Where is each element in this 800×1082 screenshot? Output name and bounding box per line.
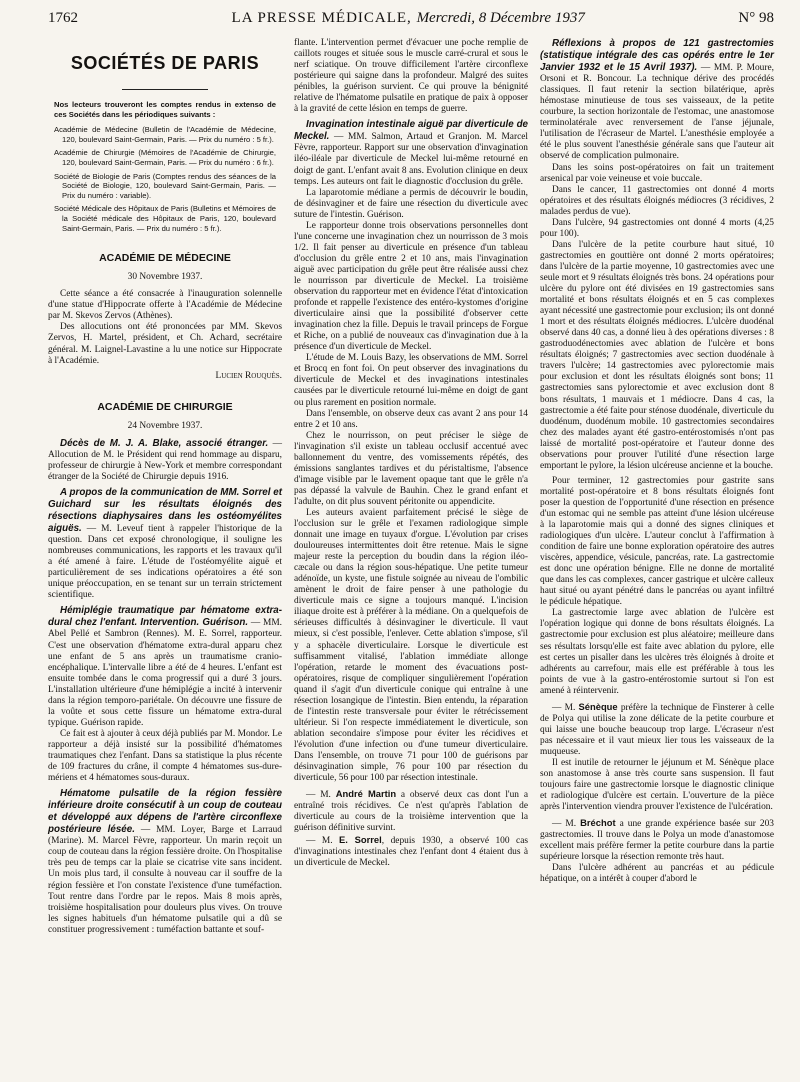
- paragraph: Les auteurs avaient parfaitement précisé le siège de l'occlusion sur le grêle et l'examen radiologique simple donnait une image en tuyaux d'orgue. L'évolution par crises douloureuses intermittentes doit être retenue. Mais le signe majeur reste la perception du boudin dans la région iléo-cæcale ou dans la région sous-hépatique. Une petite tumeur adénoïde, un kyste, une fistule soignée au niveau de l'ombilic amènent le droit de faire penser à une pathologie du diverticule mais ce signe a toujours manqué. L'incision iliaque droite est à préférer à la médiane. On a quelquefois de sérieuses difficultés à désinvaginer le diverticule. Il vaut mieux, si c'est possible, l'enlever. Cette ablation s'impose, s'il y a sphacèle diverticulaire. Lorsque le diverticule est suffisamment vitalisé, l'ablation immédiate allonge l'opération, retarde le moment des évacuations post-opératoires, risque de compliquer singulièrement l'opération quand il s'agit d'un diverticule conique qui entraîne à une résection losangique de l'intestin. Bien entendu, la réparation de l'intestin reste transversale pour éviter le rétrécissement ultérieur. Si l'on respecte immédiatement le diverticule, son ablation secondaire s'impose pour éviter les récidives et l'évolution d'une infection ou d'une tumeur diverticulaire. Dans l'ensemble, on trouve 71 pour 100 de guérisons par désinvagination simple, 76 pour 100 par résection du diverticule, 56 pour 100 par résection intestinale.: [294, 507, 528, 784]
- article-title: Hémiplégie traumatique par hématome extra-dural chez l'enfant. Intervention. Guérison.: [48, 605, 282, 629]
- intro-text: Nos lecteurs trouveront les comptes rendus in extenso de ces Sociétés dans les périodiques suivants :: [54, 100, 276, 119]
- paragraph: Dans l'ulcère de la petite courbure haut situé, 10 gastrectomies en gouttière ont donné 2 morts opératoires; dans l'ulcère de la partie moyenne, 10 gastrectomies avec une seule mort et 9 résultats éloignés très bons. 24 opérations pour ulcère du pylore ont été divisées en 19 gastrectomies sans mortalité et bons résultats éloignés et en 5 cas complexes ayant nécessité une gastrectomie pour exclusion; ils ont donné 1 mort et des résultats éloignés médiocres. L'ulcère duodénal observé dans 40 cas, a donné lieu à des opérations diverses : 8 gastroduodénectomies avec ablation de l'ulcère et bons résultats éloignés; 7 gastrectomies avec section duodénale à travers l'ulcère; 14 gastrectomies avec pylorectomie mais pour exclusion et dont les résultats éloignés sont bons; 11 gastrectomies sans pylorectomie et avec exclusion dont 8 bons résultats, 1 mauvais et 1 médiocre. Dans 4 cas, la gastrectomie a été faite pour sténose duodénale, diverticule du duodénum, duodénum mobile. 10 gastrectomies secondaires chez des malades ayant été gastro-entérostomisés n'ont pas laissé de mortalité post-opératoire et l'auteur donne des observations pour prouver l'utilité d'une résection large emportant le pylore, la lésion ulcéreuse ancienne et la bouche.: [540, 239, 774, 471]
- issue-number: N° 98: [738, 10, 774, 26]
- page-number: 1762: [48, 10, 78, 26]
- paragraph: — M. Bréchot a une grande expérience basée sur 203 gastrectomies. Il trouve dans le Polya un mode d'anastomose excellent mais préfère fermer la petite courbure dans la partie supérieure lorsque la résection remonte très haut.: [540, 817, 774, 863]
- session-date: 24 Novembre 1937.: [127, 420, 203, 431]
- article-title: Invagination intestinale aiguë par diverticule de Meckel.: [294, 119, 528, 143]
- column-left: [48, 38, 282, 936]
- article-gastrectomies: [540, 38, 774, 163]
- article-body: — MM. Salmon, Artaud et Granjon. M. Marcel Fèvre, rapporteur. Rapport sur une observation d'invagination iléo-iléale par diverticule de Meckel lui-même retourné en doigt de gant. L'enfant avait 8 ans. Evolution clinique en deux temps. Les auteurs ont fait le diagnostic d'occlusion du grêle.: [294, 132, 528, 187]
- paragraph: Dans l'ensemble, on observe deux cas avant 2 ans pour 14 entre 2 et 10 ans.: [294, 408, 528, 430]
- paragraph: Chez le nourrisson, on peut préciser le siège de l'invagination s'il existe un tableau occlusif accentué avec ballonnement du ventre, des vomissements répétés, des émissions sanglantes tardives et du péristaltisme, l'absence d'image visible par le lavement opaque tant que le grêle n'a pas dépassé la valvule de Bauhin. Chez le grand enfant et l'adulte, on dit plus souvent péritonite ou appendicite.: [294, 430, 528, 507]
- article-title: Réflexions à propos de 121 gastrectomies (statistique intégrale des cas opérés entre le 1er Janvier 1932 et le 15 Avril 1937).: [540, 38, 774, 74]
- session-date: 30 Novembre 1937.: [127, 272, 203, 283]
- paragraph: Cette séance a été consacrée à l'inauguration solennelle d'une statue d'Hippocrate offerte à l'Académie de Médecine par M. Skevos Zervos (Athènes).: [48, 289, 282, 322]
- article-invagination: [294, 119, 528, 187]
- society-entry: Société Médicale des Hôpitaux de Paris (Bulletins et Mémoires de la Société médicale des Hôpitaux de Paris, 120, boulevard Saint-Germain, Paris. — Prix du numéro : 5 fr.).: [54, 204, 277, 233]
- intro-block: [54, 100, 276, 233]
- journal-masthead: [232, 10, 585, 27]
- article-blake: [48, 438, 282, 483]
- column-middle: [294, 38, 528, 936]
- columns: [48, 38, 774, 936]
- article-title: Hématome pulsatile de la région fessière inférieure droite consécutif à un coup de couteau et développé aux dépens de l'artère circonflexe postérieure lésée.: [48, 788, 282, 836]
- society-entry: Académie de Médecine (Bulletin de l'Académie de Médecine, 120, boulevard Saint-Germain, Paris. — Prix du numéro : 5 fr.).: [54, 125, 276, 144]
- title-rule: [122, 89, 208, 90]
- paragraph: Dans l'ulcère, 94 gastrectomies ont donné 4 morts (4,25 pour 100).: [540, 217, 774, 239]
- paragraph: Dans les soins post-opératoires on fait un traitement arsenical par voie veineuse et voie buccale.: [540, 162, 774, 184]
- paragraph: Des allocutions ont été prononcées par MM. Skevos Zervos, H. Martel, président, et Ch. Achard, secrétaire général. M. Laignel-Lavastine a lu une notice sur Hippocrate à l'Académie.: [48, 322, 282, 366]
- issue-date: Mercredi, 8 Décembre 1937: [416, 10, 585, 26]
- paragraph: — M. E. Sorrel, depuis 1930, a observé 100 cas d'invaginations intestinales chez l'enfant dont 4 étaient dus à un diverticule de Meckel.: [294, 834, 528, 869]
- column-right: [540, 38, 774, 936]
- article-body: — MM. Abel Pellé et Sambron (Rennes). M. E. Sorrel, rapporteur. C'est une observation d'hématome extra-dural apparu chez une enfant de 5 ans après un traumatisme cranio-encéphalique. L'intervalle libre a été de 4 heures. L'enfant est ensuite tombée dans le coma progressif qui a duré 3 jours. L'installation ultérieure d'une hémiplégie a incité à intervenir dans la région temporo-pariétale. On découvre une fissure de la voûte et sous cette fissure un hématome extra-dural typique. Guérison rapide.: [48, 618, 282, 728]
- society-entry: Académie de Chirurgie (Mémoires de l'Académie de Chirurgie, 120, boulevard Saint-Germain, Paris. — Prix du numéro : 6 fr.).: [54, 148, 276, 168]
- article-title: A propos de la communication de MM. Sorrel et Guichard sur les résultats éloignés des résections diaphysaires dans les ostéomyélites aiguës.: [48, 486, 282, 535]
- section-main-title: SOCIÉTÉS DE PARIS: [70, 53, 260, 73]
- article-hematome: [48, 788, 282, 936]
- paragraph: L'étude de M. Louis Bazy, les observations de MM. Sorrel et Brocq en font foi. On peut observer des invaginations du diverticule de Meckel et des invaginations intestinales causées par le diverticule retourné lui-même en doigt de gant ou plus rarement en position normale.: [294, 353, 528, 408]
- article-body: — MM. Loyer, Barge et Larraud (Marine). M. Marcel Fèvre, rapporteur. Un marin reçoit un coup de couteau dans la région fessière droite. On l'hospitalise très peu de temps car la plaie se cicatrise vite sans incident. Un mois plus tard, il consulte à nouveau car il souffre de la région fessière et l'on constate l'existence d'une tuméfaction. Tout rentre dans l'ordre par le repos. Mais 8 mois après, troisième hospitalisation pour douleurs plus vives. On trouve les signes habituels d'un hématome pulsatile qui a dû se constituer progressivement : tuméfaction battante et souf-: [48, 825, 282, 935]
- article-body: — MM. P. Moure, Orsoni et R. Boncour. La technique dérive des procédés classiques. Il faut retenir la section bilatérique, après hémostase minutieuse de tous ses vaisseaux, de la petite courbure, la section horizontale de l'estomac, une anastomose terminolatérale avec renversement de l'anse jéjunale, l'utilisation de l'écraseur de Martel. L'anesthésie employée a été le plus souvent l'anesthésie générale sans que l'auteur ait observé de complication pulmonaire.: [540, 63, 774, 162]
- paragraph: Dans l'ulcère adhérent au pancréas et au pédicule hépatique, on a intérêt à couper d'abord le: [540, 863, 774, 885]
- paragraph: Il est inutile de retourner le jéjunum et M. Sénèque place son anastomose à anse très courte sans suspension. Il faut toujours faire une gastrectomie lorsque le diagnostic clinique et radiologique d'ulcère est certain. L'ouverture de la pièce après l'intervention viendra prouver l'existence de l'ulcération.: [540, 758, 774, 813]
- article-body: — Allocution de M. le Président qui rend hommage au disparu, professeur de chirurgie à New-York et membre correspondant étranger de la Société de Chirurgie depuis 1916.: [48, 438, 282, 482]
- author-signature: Lucien Rouquès.: [215, 370, 282, 381]
- journal-name: LA PRESSE MÉDICALE,: [231, 10, 412, 26]
- page-header: [48, 10, 774, 34]
- paragraph: Le rapporteur donne trois observations personnelles dont l'une concerne une invagination chez un nourrisson de 3 mois 1/2. Il fait penser au diverticule en présence d'un tableau d'occlusion du grêle entre 2 et 10 ans, mais l'invagination aiguë avec participation du grêle peut être réalisée aussi chez le nourrisson par diverticule de Meckel. La troisième observation du rapporteur met en évidence l'état d'intoxication profonde et rappelle l'existence des entéro-kystomes d'origine diverticulaire ainsi que la possibilité d'observer cette invagination chez la fille. Depuis le travail princeps de Forgue et Riche, on a publié de nouveaux cas d'invagination due à la présence d'un diverticule de Meckel.: [294, 220, 528, 353]
- paragraph: La laparotomie médiane a permis de découvrir le boudin, de désinvaginer et de faire une résection du diverticule avec suture de l'intestin. Guérison.: [294, 187, 528, 220]
- article-body: — M. Leveuf tient à rappeler l'historique de la question. Dans cet exposé chronologique, il souligne les nombreuses communications, les rapports et les travaux qu'il a été amené à faire. L'étude de l'ostéomyélite aiguë et particulièrement de ses indications opératoires a été son unique préoccupation, en se tenant sur un terrain strictement scientifique.: [48, 524, 282, 601]
- paragraph: Pour terminer, 12 gastrectomies pour gastrite sans mortalité post-opératoire et 8 bons résultats éloignés font poser la question de l'opportunité d'une résection en présence d'un estomac qui ne semble pas atteint d'une lésion ulcéreuse à la laparotomie mais qui a donné des signes cliniques et radiologiques d'un ulcère. L'auteur conclut à l'affirmation à condition de faire une bonne exploration opératoire des autres viscères, appendice, vésicule, pancréas, rate. La gastrectomie est donc une opération bénigne. Elle ne donne de mortalité que dans les cas complexes, cancer gastrique et ulcère calleux haut situé ou ayant pénétré dans le pancréas ou ayant infiltré le pédicule hépatique.: [540, 475, 774, 608]
- paragraph: Ce fait est à ajouter à ceux déjà publiés par M. Mondor. Le rapporteur a déjà insisté sur la possibilité d'hématomes traumatiques chez l'enfant. Dans sa statistique la plus récente de 109 fractures du crâne, il compte 4 hématomes sus-dure-mériens et 4 hématomes sous-duraux.: [48, 728, 282, 784]
- society-entry: Société de Biologie de Paris (Comptes rendus des séances de la Société de Biologie, 120, boulevard Saint-Germain, Paris. — Prix du numéro : variable).: [54, 171, 276, 200]
- paragraph: — M. André Martin a observé deux cas dont l'un a entraîné trois récidives. Ce n'est qu'après l'ablation de diverticule au cours de la troisième intervention que la guérison définitive survint.: [294, 788, 528, 834]
- academy-surgery-heading: ACADÉMIE DE CHIRURGIE: [97, 400, 233, 413]
- article-hemiplegie: [48, 605, 282, 729]
- paragraph: Dans le cancer, 11 gastrectomies ont donné 4 morts opératoires et des résultats éloignés médiocres (3 récidives, 2 malades perdus de vue).: [540, 184, 774, 217]
- paragraph: flante. L'intervention permet d'évacuer une poche remplie de caillots rouges et située sous le muscle carré-crural et sous le nerf sciatique. On trouve difficilement l'artère circonflexe postérieure qui saigne dans la profondeur. Malgré des suites pénibles, la guérison survient. Ce qui prouve la bénignité relative de l'hématome pulsatile en pratique de paix à opposer à la gravité de cette lésion en temps de guerre.: [294, 38, 528, 115]
- paragraph: La gastrectomie large avec ablation de l'ulcère est l'opération logique qui donne de bons résultats éloignés. La gastrectomie pour exclusion est plus aléatoire; meilleure dans ses résultats lorsqu'elle est faite avec ablation du pylore, elle est certes un pisaller dans les ulcères très éloignés à droite et adhérents au carrefour, mais elle est préférable à tous les points de vue à la gastro-entérostomie surtout si l'on est amené à réintervenir.: [540, 608, 774, 696]
- article-title: Décès de M. J. A. Blake, associé étranger.: [60, 437, 269, 449]
- academy-medicine-heading: ACADÉMIE DE MÉDECINE: [99, 252, 231, 265]
- paragraph: — M. Sénèque préfère la technique de Finsterer à celle de Polya qui utilise la zone délicate de la petite courbure et qui laisse une bouche beaucoup trop large. L'écraseur n'est pas nécessaire et il vaut mieux lier tous les vaisseaux de la muqueuse.: [540, 700, 774, 757]
- article-sorrel: [48, 487, 282, 601]
